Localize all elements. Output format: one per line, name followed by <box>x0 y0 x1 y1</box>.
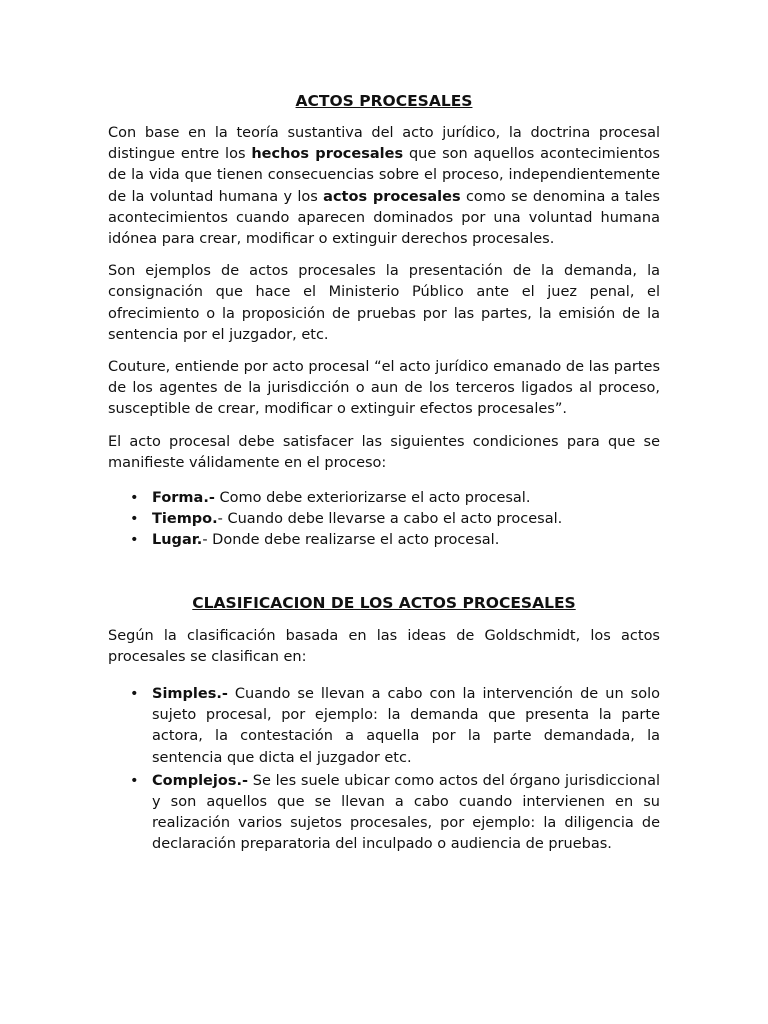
bullet: • <box>130 511 139 528</box>
bullet: • <box>130 772 139 789</box>
intro-text-a: Con base en la teoría sustantiva del acto jurídico, la doctrina procesal distingue entre los <box>108 125 660 163</box>
list-item-term: Tiempo. <box>152 511 218 528</box>
document-page <box>108 90 660 858</box>
intro-paragraph <box>108 123 660 250</box>
goldschmidt-paragraph: Según la clasificación basada en las ideas de Goldschmidt, los actos procesales se clasifican en: <box>108 627 660 665</box>
list-item-text: - Cuando debe llevarse a cabo el acto procesal. <box>217 511 563 528</box>
list-item-term: Complejos.- <box>152 772 248 789</box>
conditions-intro-paragraph: El acto procesal debe satisfacer las siguientes condiciones para que se manifieste válidamente en el proceso: <box>108 433 660 471</box>
bullet: • <box>130 686 139 703</box>
page-title: ACTOS PROCESALES <box>295 92 473 110</box>
couture-paragraph: Couture, entiende por acto procesal “el acto jurídico emanado de las partes de los agentes de la jurisdicción o aun de los terceros ligados al proceso, susceptible de crear, modificar o extinguir efectos procesales”. <box>108 359 660 418</box>
term-hechos-procesales: hechos procesales <box>251 146 404 163</box>
list-item-text: Cuando se llevan a cabo con la intervención de un solo sujeto procesal, por ejemplo: la demanda que presenta la parte actora, la contestación a aquella por la parte demandada, la sentencia que dicta el juzgador etc. <box>152 686 660 766</box>
list-item-text: Como debe exteriorizarse el acto procesal. <box>214 490 531 507</box>
conditions-list <box>108 488 660 552</box>
list-item-tiempo <box>108 509 660 530</box>
list-item-term: Forma.- <box>152 490 215 507</box>
classification-list <box>108 684 660 856</box>
section-title-clasificacion: CLASIFICACION DE LOS ACTOS PROCESALES <box>192 593 576 612</box>
list-item-term: Lugar. <box>152 532 203 549</box>
list-item-lugar <box>108 530 660 551</box>
intro-text-c: que son aquellos acontecimientos de la vida que tienen consecuencias sobre el proceso, independientemente de la voluntad humana y los <box>108 146 660 205</box>
list-item-forma <box>108 488 660 509</box>
bullet: • <box>130 532 139 549</box>
examples-paragraph: Son ejemplos de actos procesales la presentación de la demanda, la consignación que hace el Ministerio Público ante el juez penal, el ofrecimiento o la proposición de pruebas por las partes, la emisión de la sentencia por el juzgador, etc. <box>108 263 660 343</box>
list-item-complejos <box>108 771 660 856</box>
list-item-text: - Donde debe realizarse el acto procesal. <box>202 532 500 549</box>
list-item-simples <box>108 684 660 769</box>
term-actos-procesales: actos procesales <box>323 188 461 205</box>
bullet: • <box>130 490 139 507</box>
intro-text-d: como se denomina a tales acontecimientos cuando aparecen dominados por una voluntad humana idónea para crear, modificar o extinguir derechos procesales. <box>108 188 660 248</box>
list-item-text: Se les suele ubicar como actos del órgano jurisdiccional y son aquellos que se llevan a cabo cuando intervienen en su realización varios sujetos procesales, por ejemplo: la diligencia de declaración preparatoria del inculpado o audiencia de pruebas. <box>152 772 660 853</box>
list-item-term: Simples.- <box>152 686 228 703</box>
